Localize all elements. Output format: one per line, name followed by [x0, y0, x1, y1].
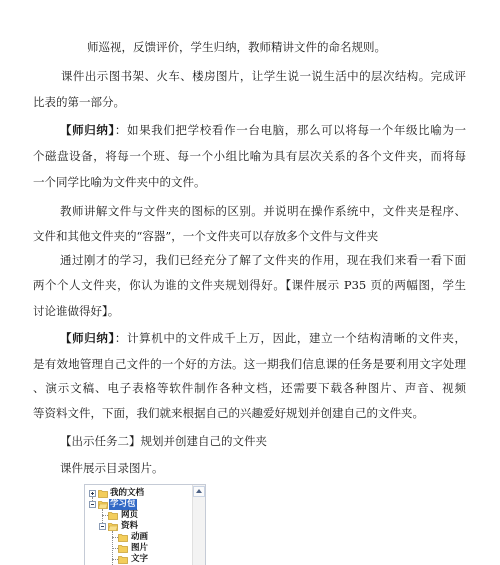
text-line: 通过刚才的学习，我们已经充分了解了文件夹的作用，现在我们来看一看下面	[60, 253, 466, 267]
text-line: 两个个人文件夹，你认为谁的文件夹规划得好。【课件展示 P35 页的两幅图，学生	[33, 278, 466, 292]
folder-icon	[118, 555, 128, 564]
folder-icon	[108, 522, 118, 531]
tree-item-label: 我的文档	[110, 488, 145, 498]
tree-item-label: 学习包	[110, 499, 136, 509]
tree-item-pictures[interactable]	[85, 543, 191, 554]
folder-icon	[118, 533, 128, 542]
tree-item-my-documents[interactable]	[85, 488, 191, 499]
collapse-icon[interactable]	[99, 523, 106, 530]
tree-item-webpage[interactable]	[85, 510, 191, 521]
summary-label: 【师归纳】	[60, 123, 115, 137]
folder-tree	[84, 484, 206, 565]
text-run: ：计算机中的文件成千上万，因此，建立一个结构清晰的文件夹，	[114, 331, 467, 345]
text-line: 课件出示图书架、火车、楼房图片，让学生说一说生活中的层次结构。完成评	[61, 69, 466, 83]
tree-item-materials[interactable]	[85, 521, 191, 532]
text-line: 比表的第一部分。	[33, 95, 125, 109]
tree-item-label: 文字	[131, 554, 149, 564]
text-line: 讨论谁做得好】。	[33, 304, 120, 318]
text-line: 教师讲解文件与文件夹的图标的区别。并说明在操作系统中，文件夹是程序、	[60, 204, 466, 218]
tree-item-label: 资料	[121, 521, 139, 531]
text-line: 课件展示目录图片。	[60, 461, 164, 475]
scroll-up-arrow-icon[interactable]	[193, 486, 205, 497]
text-run: ：如果我们把学校看作一台电脑，那么可以将每一个年级比喻为一	[114, 123, 467, 137]
text-line: 文件和其他文件夹的“容器”，一个文件夹可以存放多个文件与文件夹	[33, 229, 379, 243]
text-line: 一个同学比喻为文件夹中的文件。	[33, 175, 206, 189]
summary-label: 【师归纳】	[60, 331, 115, 345]
text-line: 个磁盘设备，将每一个班、每一个小组比喻为具有层次关系的各个文件夹，而将每	[33, 149, 466, 163]
text-line: 师巡视，反馈评价，学生归纳，教师精讲文件的命名规则。	[87, 40, 386, 54]
text-line: 是有效地管理自己文件的一个好的方法。这一期我们信息课的任务是要利用文字处理	[33, 357, 466, 371]
tree-item-label: 图片	[131, 543, 149, 553]
tree-item-animation[interactable]	[85, 532, 191, 543]
folder-icon	[118, 544, 128, 553]
folder-icon	[108, 511, 118, 520]
collapse-icon[interactable]	[89, 501, 96, 508]
folder-icon	[98, 500, 108, 509]
tree-item-text[interactable]	[85, 554, 191, 565]
task-heading: 【出示任务二】规划并创建自己的文件夹	[60, 434, 267, 448]
folder-icon	[98, 489, 108, 498]
tree-item-label: 网页	[121, 510, 139, 520]
tree-item-study-pack[interactable]	[85, 499, 191, 510]
text-line: 、演示文稿、电子表格等软件制作各种文档，还需要下载各种图片、声音、视频	[33, 381, 466, 395]
tree-item-label: 动画	[131, 532, 149, 542]
text-line: 等资料文件，下面，我们就来根据自己的兴趣爱好规划并创建自己的文件夹。	[33, 406, 424, 420]
expand-icon[interactable]	[89, 490, 96, 497]
text-line	[60, 330, 466, 346]
text-line	[60, 122, 466, 138]
vertical-scrollbar[interactable]	[192, 485, 205, 565]
